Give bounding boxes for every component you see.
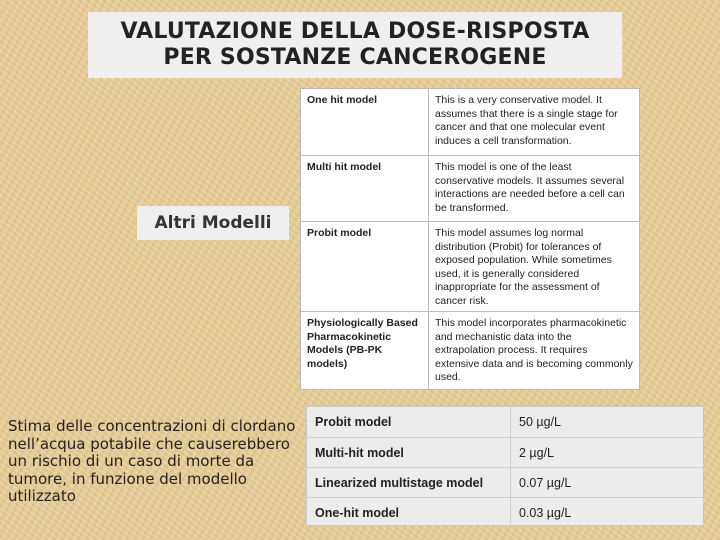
- model-name: One hit model: [301, 89, 429, 155]
- result-model: Multi-hit model: [307, 438, 511, 467]
- model-description: This model assumes log normal distribution (Probit) for tolerances of exposed population. While sometimes used, it is generally considered inappropriate for the assessment of cancer risk.: [435, 227, 612, 307]
- model-name: Physiologically Based Pharmacokinetic Models (PB-PK models): [301, 312, 429, 389]
- title-line-2: PER SOSTANZE CANCEROGENE: [163, 45, 547, 70]
- slide-title: [88, 12, 622, 78]
- result-value: 0.07 µg/L: [519, 475, 572, 490]
- result-row: [307, 437, 703, 467]
- result-model: One-hit model: [307, 498, 511, 527]
- model-description: This model incorporates pharmacokinetic and mechanistic data into the extrapolation process. It requires extensive data and is becoming commonly used.: [435, 317, 633, 383]
- models-table: [300, 88, 640, 390]
- model-description: This model is one of the least conservative models. It assumes several interactions are needed before a cell can be transformed.: [435, 161, 625, 214]
- model-row: [301, 311, 639, 389]
- model-row: [301, 221, 639, 311]
- result-row: [307, 407, 703, 437]
- result-value: 50 µg/L: [519, 415, 561, 429]
- model-name: Probit model: [301, 222, 429, 311]
- result-value: 0.03 µg/L: [519, 505, 572, 520]
- result-model: Linearized multistage model: [307, 468, 511, 497]
- altri-modelli-label: Altri Modelli: [137, 206, 289, 240]
- model-description: This is a very conservative model. It assumes that there is a single stage for cancer and that one molecular event induces a cell transformation.: [435, 94, 618, 147]
- result-row: [307, 497, 703, 527]
- result-row: [307, 467, 703, 497]
- stima-text: Stima delle concentrazioni di clordano nell’acqua potabile che causerebbero un rischio di un caso di morte da tumore, in funzione del modello utilizzato: [8, 417, 296, 505]
- model-row: [301, 89, 639, 155]
- model-name: Multi hit model: [301, 156, 429, 221]
- model-row: [301, 155, 639, 221]
- results-table: [306, 406, 704, 526]
- result-model: Probit model: [307, 407, 511, 437]
- result-value: 2 µg/L: [519, 445, 555, 460]
- title-line-1: VALUTAZIONE DELLA DOSE-RISPOSTA: [120, 19, 590, 44]
